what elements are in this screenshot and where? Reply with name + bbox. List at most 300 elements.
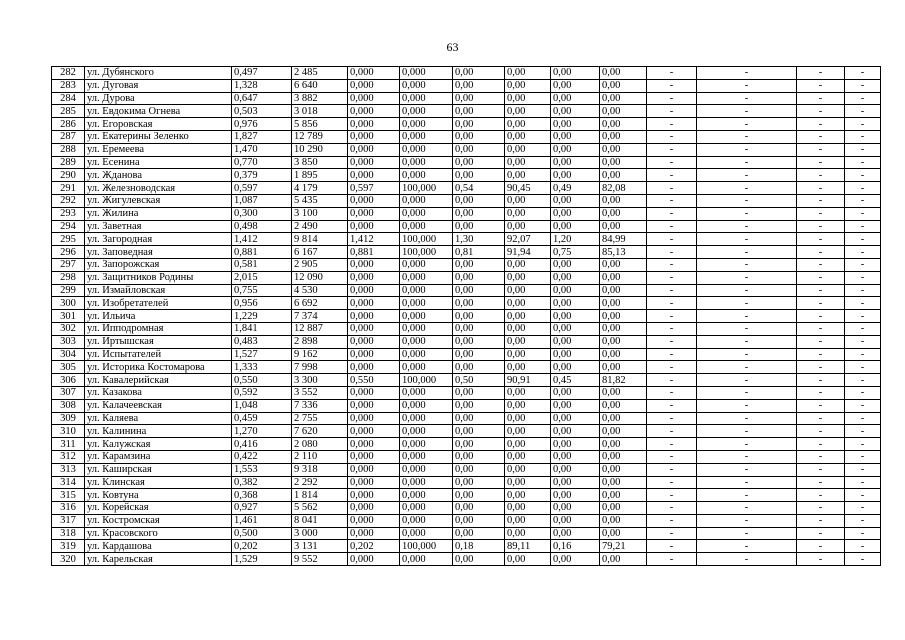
value-cell: 0,00 <box>600 79 647 92</box>
value-cell: 0,300 <box>232 207 292 220</box>
value-cell: 0,000 <box>348 194 400 207</box>
value-cell: 0,00 <box>551 489 600 502</box>
streets-table <box>51 66 881 566</box>
dash-cell: - <box>697 258 797 271</box>
value-cell: 0,00 <box>453 412 505 425</box>
table-row <box>52 118 881 131</box>
value-cell: 0,00 <box>600 92 647 105</box>
value-cell: 0,00 <box>600 450 647 463</box>
value-cell: 0,000 <box>348 284 400 297</box>
value-cell: 0,000 <box>348 130 400 143</box>
value-cell: 0,459 <box>232 412 292 425</box>
value-cell: 9 814 <box>292 233 348 246</box>
value-cell: 0,202 <box>348 540 400 553</box>
value-cell: 0,000 <box>348 514 400 527</box>
value-cell: 1,529 <box>232 553 292 566</box>
row-number: 295 <box>52 233 85 246</box>
table-row <box>52 361 881 374</box>
value-cell: 0,00 <box>453 220 505 233</box>
value-cell: 0,00 <box>453 322 505 335</box>
row-number: 310 <box>52 425 85 438</box>
dash-cell: - <box>647 489 697 502</box>
dash-cell: - <box>647 67 697 80</box>
value-cell: 0,00 <box>453 207 505 220</box>
dash-cell: - <box>845 450 881 463</box>
dash-cell: - <box>697 130 797 143</box>
value-cell: 0,00 <box>600 425 647 438</box>
value-cell: 0,00 <box>551 527 600 540</box>
value-cell: 0,000 <box>400 207 453 220</box>
table-row <box>52 540 881 553</box>
value-cell: 0,00 <box>453 463 505 476</box>
dash-cell: - <box>797 207 845 220</box>
value-cell: 0,379 <box>232 169 292 182</box>
value-cell: 0,00 <box>505 130 551 143</box>
value-cell: 0,550 <box>232 374 292 387</box>
value-cell: 3 000 <box>292 527 348 540</box>
value-cell: 0,000 <box>348 386 400 399</box>
value-cell: 0,000 <box>400 143 453 156</box>
street-name: ул. Каляева <box>85 412 232 425</box>
value-cell: 0,00 <box>551 361 600 374</box>
dash-cell: - <box>697 527 797 540</box>
value-cell: 0,000 <box>348 348 400 361</box>
value-cell: 0,00 <box>600 284 647 297</box>
value-cell: 0,00 <box>505 361 551 374</box>
value-cell: 0,881 <box>232 246 292 259</box>
value-cell: 0,00 <box>505 348 551 361</box>
table-row <box>52 412 881 425</box>
value-cell: 0,000 <box>348 502 400 515</box>
street-name: ул. Изобретателей <box>85 297 232 310</box>
value-cell: 0,927 <box>232 502 292 515</box>
value-cell: 9 318 <box>292 463 348 476</box>
value-cell: 0,00 <box>551 412 600 425</box>
value-cell: 0,81 <box>453 246 505 259</box>
value-cell: 0,000 <box>400 130 453 143</box>
dash-cell: - <box>647 156 697 169</box>
table-row <box>52 297 881 310</box>
value-cell: 0,00 <box>551 335 600 348</box>
value-cell: 3 131 <box>292 540 348 553</box>
value-cell: 0,000 <box>400 220 453 233</box>
value-cell: 0,00 <box>505 450 551 463</box>
value-cell: 0,00 <box>505 105 551 118</box>
value-cell: 0,000 <box>348 79 400 92</box>
street-name: ул. Дуговая <box>85 79 232 92</box>
value-cell: 1,527 <box>232 348 292 361</box>
dash-cell: - <box>697 105 797 118</box>
street-name: ул. Карельская <box>85 553 232 566</box>
dash-cell: - <box>647 169 697 182</box>
value-cell: 0,000 <box>400 118 453 131</box>
street-name: ул. Егоровская <box>85 118 232 131</box>
dash-cell: - <box>697 386 797 399</box>
value-cell: 0,422 <box>232 450 292 463</box>
row-number: 302 <box>52 322 85 335</box>
dash-cell: - <box>697 194 797 207</box>
value-cell: 0,00 <box>600 271 647 284</box>
value-cell: 0,00 <box>453 284 505 297</box>
dash-cell: - <box>797 348 845 361</box>
value-cell: 1,470 <box>232 143 292 156</box>
row-number: 288 <box>52 143 85 156</box>
value-cell: 0,00 <box>551 438 600 451</box>
value-cell: 0,00 <box>600 514 647 527</box>
street-name: ул. Костромская <box>85 514 232 527</box>
value-cell: 1,20 <box>551 233 600 246</box>
street-name: ул. Калачеевская <box>85 399 232 412</box>
value-cell: 79,21 <box>600 540 647 553</box>
dash-cell: - <box>797 361 845 374</box>
value-cell: 0,00 <box>505 438 551 451</box>
value-cell: 6 692 <box>292 297 348 310</box>
dash-cell: - <box>647 476 697 489</box>
dash-cell: - <box>647 399 697 412</box>
value-cell: 0,497 <box>232 67 292 80</box>
value-cell: 0,000 <box>400 297 453 310</box>
row-number: 301 <box>52 310 85 323</box>
value-cell: 0,500 <box>232 527 292 540</box>
value-cell: 0,00 <box>453 335 505 348</box>
value-cell: 12 887 <box>292 322 348 335</box>
value-cell: 0,00 <box>505 489 551 502</box>
table-row <box>52 386 881 399</box>
value-cell: 0,00 <box>600 310 647 323</box>
value-cell: 7 998 <box>292 361 348 374</box>
value-cell: 0,00 <box>505 79 551 92</box>
street-name: ул. Ипподромная <box>85 322 232 335</box>
value-cell: 0,00 <box>505 463 551 476</box>
value-cell: 0,49 <box>551 182 600 195</box>
dash-cell: - <box>697 476 797 489</box>
dash-cell: - <box>647 553 697 566</box>
table-row <box>52 489 881 502</box>
value-cell: 0,00 <box>600 156 647 169</box>
dash-cell: - <box>647 310 697 323</box>
value-cell: 0,000 <box>400 476 453 489</box>
value-cell: 1 814 <box>292 489 348 502</box>
value-cell: 0,00 <box>600 194 647 207</box>
value-cell: 0,00 <box>505 92 551 105</box>
row-number: 284 <box>52 92 85 105</box>
value-cell: 12 090 <box>292 271 348 284</box>
dash-cell: - <box>845 79 881 92</box>
value-cell: 1,461 <box>232 514 292 527</box>
value-cell: 0,000 <box>348 450 400 463</box>
table-row <box>52 233 881 246</box>
dash-cell: - <box>697 118 797 131</box>
value-cell: 2,015 <box>232 271 292 284</box>
row-number: 292 <box>52 194 85 207</box>
value-cell: 0,00 <box>505 553 551 566</box>
value-cell: 0,00 <box>505 335 551 348</box>
table-row <box>52 156 881 169</box>
dash-cell: - <box>697 463 797 476</box>
value-cell: 1,270 <box>232 425 292 438</box>
dash-cell: - <box>845 438 881 451</box>
street-name: ул. Жилина <box>85 207 232 220</box>
value-cell: 90,91 <box>505 374 551 387</box>
dash-cell: - <box>845 335 881 348</box>
row-number: 286 <box>52 118 85 131</box>
dash-cell: - <box>797 143 845 156</box>
value-cell: 1,333 <box>232 361 292 374</box>
dash-cell: - <box>697 335 797 348</box>
value-cell: 0,00 <box>505 156 551 169</box>
value-cell: 0,75 <box>551 246 600 259</box>
value-cell: 0,00 <box>551 348 600 361</box>
dash-cell: - <box>845 182 881 195</box>
value-cell: 0,00 <box>600 258 647 271</box>
value-cell: 0,00 <box>505 527 551 540</box>
row-number: 300 <box>52 297 85 310</box>
value-cell: 0,000 <box>400 284 453 297</box>
value-cell: 0,54 <box>453 182 505 195</box>
street-name: ул. Измайловская <box>85 284 232 297</box>
value-cell: 0,000 <box>348 399 400 412</box>
dash-cell: - <box>797 463 845 476</box>
street-name: ул. Есенина <box>85 156 232 169</box>
value-cell: 0,00 <box>505 258 551 271</box>
value-cell: 0,000 <box>400 348 453 361</box>
value-cell: 7 374 <box>292 310 348 323</box>
value-cell: 0,00 <box>551 67 600 80</box>
value-cell: 0,000 <box>400 335 453 348</box>
street-name: ул. Корейская <box>85 502 232 515</box>
dash-cell: - <box>647 386 697 399</box>
value-cell: 91,94 <box>505 246 551 259</box>
value-cell: 0,00 <box>453 450 505 463</box>
value-cell: 0,18 <box>453 540 505 553</box>
dash-cell: - <box>797 386 845 399</box>
value-cell: 0,483 <box>232 335 292 348</box>
table-row <box>52 284 881 297</box>
dash-cell: - <box>845 374 881 387</box>
dash-cell: - <box>845 194 881 207</box>
street-name: ул. Жданова <box>85 169 232 182</box>
value-cell: 85,13 <box>600 246 647 259</box>
dash-cell: - <box>647 348 697 361</box>
dash-cell: - <box>647 194 697 207</box>
value-cell: 100,000 <box>400 540 453 553</box>
value-cell: 84,99 <box>600 233 647 246</box>
dash-cell: - <box>697 412 797 425</box>
value-cell: 2 080 <box>292 438 348 451</box>
row-number: 293 <box>52 207 85 220</box>
value-cell: 0,00 <box>600 438 647 451</box>
dash-cell: - <box>797 399 845 412</box>
dash-cell: - <box>797 233 845 246</box>
value-cell: 0,00 <box>551 220 600 233</box>
dash-cell: - <box>845 67 881 80</box>
value-cell: 3 018 <box>292 105 348 118</box>
value-cell: 3 300 <box>292 374 348 387</box>
value-cell: 2 292 <box>292 476 348 489</box>
value-cell: 7 336 <box>292 399 348 412</box>
value-cell: 0,00 <box>505 194 551 207</box>
row-number: 318 <box>52 527 85 540</box>
page-number: 63 <box>446 40 459 54</box>
value-cell: 0,00 <box>453 348 505 361</box>
value-cell: 1,412 <box>348 233 400 246</box>
value-cell: 5 562 <box>292 502 348 515</box>
row-number: 313 <box>52 463 85 476</box>
dash-cell: - <box>797 450 845 463</box>
value-cell: 0,00 <box>453 386 505 399</box>
dash-cell: - <box>797 169 845 182</box>
value-cell: 2 898 <box>292 335 348 348</box>
value-cell: 0,00 <box>453 271 505 284</box>
street-name: ул. Защитников Родины <box>85 271 232 284</box>
dash-cell: - <box>845 322 881 335</box>
street-name: ул. Калинина <box>85 425 232 438</box>
dash-cell: - <box>797 79 845 92</box>
value-cell: 0,000 <box>400 527 453 540</box>
value-cell: 0,00 <box>600 130 647 143</box>
row-number: 311 <box>52 438 85 451</box>
dash-cell: - <box>697 322 797 335</box>
value-cell: 0,000 <box>348 361 400 374</box>
value-cell: 0,00 <box>551 476 600 489</box>
value-cell: 0,000 <box>348 105 400 118</box>
value-cell: 0,00 <box>551 297 600 310</box>
value-cell: 0,00 <box>505 502 551 515</box>
value-cell: 0,00 <box>453 105 505 118</box>
dash-cell: - <box>647 297 697 310</box>
dash-cell: - <box>647 246 697 259</box>
value-cell: 0,000 <box>400 194 453 207</box>
value-cell: 0,00 <box>551 514 600 527</box>
value-cell: 0,000 <box>348 335 400 348</box>
dash-cell: - <box>797 92 845 105</box>
value-cell: 0,000 <box>348 322 400 335</box>
dash-cell: - <box>797 118 845 131</box>
value-cell: 7 620 <box>292 425 348 438</box>
dash-cell: - <box>647 207 697 220</box>
dash-cell: - <box>647 540 697 553</box>
dash-cell: - <box>797 105 845 118</box>
dash-cell: - <box>797 297 845 310</box>
value-cell: 0,00 <box>505 143 551 156</box>
table-row <box>52 450 881 463</box>
street-name: ул. Кардашова <box>85 540 232 553</box>
value-cell: 0,000 <box>348 553 400 566</box>
dash-cell: - <box>797 335 845 348</box>
row-number: 287 <box>52 130 85 143</box>
value-cell: 0,000 <box>348 476 400 489</box>
value-cell: 0,976 <box>232 118 292 131</box>
value-cell: 0,00 <box>505 271 551 284</box>
dash-cell: - <box>797 220 845 233</box>
dash-cell: - <box>797 425 845 438</box>
dash-cell: - <box>797 156 845 169</box>
street-name: ул. Еремеева <box>85 143 232 156</box>
value-cell: 0,00 <box>600 322 647 335</box>
value-cell: 0,00 <box>453 310 505 323</box>
value-cell: 0,00 <box>600 105 647 118</box>
value-cell: 0,00 <box>453 476 505 489</box>
table-row <box>52 514 881 527</box>
value-cell: 0,00 <box>453 118 505 131</box>
dash-cell: - <box>697 182 797 195</box>
value-cell: 0,000 <box>400 502 453 515</box>
value-cell: 0,00 <box>453 502 505 515</box>
value-cell: 0,000 <box>400 463 453 476</box>
dash-cell: - <box>845 348 881 361</box>
value-cell: 100,000 <box>400 233 453 246</box>
table-row <box>52 169 881 182</box>
street-name: ул. Дурова <box>85 92 232 105</box>
value-cell: 6 167 <box>292 246 348 259</box>
row-number: 309 <box>52 412 85 425</box>
value-cell: 1,841 <box>232 322 292 335</box>
value-cell: 0,00 <box>551 156 600 169</box>
value-cell: 0,50 <box>453 374 505 387</box>
value-cell: 1,553 <box>232 463 292 476</box>
value-cell: 0,00 <box>505 67 551 80</box>
value-cell: 0,00 <box>551 130 600 143</box>
row-number: 316 <box>52 502 85 515</box>
dash-cell: - <box>845 502 881 515</box>
value-cell: 0,00 <box>551 386 600 399</box>
dash-cell: - <box>797 182 845 195</box>
dash-cell: - <box>797 553 845 566</box>
value-cell: 2 755 <box>292 412 348 425</box>
value-cell: 0,000 <box>400 386 453 399</box>
row-number: 299 <box>52 284 85 297</box>
value-cell: 0,00 <box>505 476 551 489</box>
table-row <box>52 143 881 156</box>
row-number: 307 <box>52 386 85 399</box>
row-number: 282 <box>52 67 85 80</box>
value-cell: 0,16 <box>551 540 600 553</box>
dash-cell: - <box>845 284 881 297</box>
value-cell: 0,000 <box>400 156 453 169</box>
value-cell: 0,000 <box>400 258 453 271</box>
row-number: 304 <box>52 348 85 361</box>
dash-cell: - <box>697 489 797 502</box>
dash-cell: - <box>697 271 797 284</box>
value-cell: 0,000 <box>348 207 400 220</box>
dash-cell: - <box>647 450 697 463</box>
value-cell: 0,00 <box>453 92 505 105</box>
value-cell: 0,00 <box>551 553 600 566</box>
value-cell: 0,00 <box>453 361 505 374</box>
value-cell: 0,00 <box>551 425 600 438</box>
dash-cell: - <box>845 105 881 118</box>
value-cell: 0,00 <box>600 476 647 489</box>
dash-cell: - <box>697 425 797 438</box>
value-cell: 5 856 <box>292 118 348 131</box>
value-cell: 0,000 <box>348 463 400 476</box>
row-number: 320 <box>52 553 85 566</box>
street-name: ул. Карамзина <box>85 450 232 463</box>
value-cell: 0,00 <box>453 425 505 438</box>
dash-cell: - <box>797 514 845 527</box>
dash-cell: - <box>797 67 845 80</box>
table-row <box>52 258 881 271</box>
value-cell: 0,00 <box>453 553 505 566</box>
value-cell: 0,00 <box>453 169 505 182</box>
table-row <box>52 182 881 195</box>
row-number: 305 <box>52 361 85 374</box>
street-name: ул. Ильича <box>85 310 232 323</box>
value-cell: 0,000 <box>400 361 453 374</box>
dash-cell: - <box>845 207 881 220</box>
value-cell: 0,000 <box>400 399 453 412</box>
value-cell: 0,45 <box>551 374 600 387</box>
